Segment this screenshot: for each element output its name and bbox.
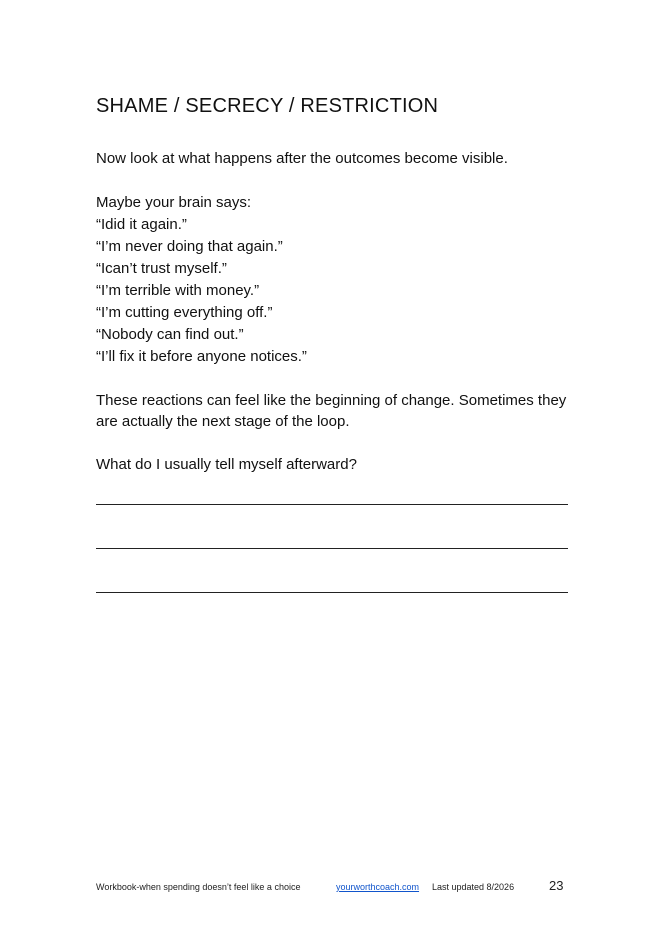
brain-says-lead: Maybe your brain says: [96,194,252,211]
answer-line[interactable] [96,548,568,549]
footer-website-link[interactable]: yourworthcoach.com [336,882,420,892]
quote-item: “I’ll fix it before anyone notices.” [96,348,307,365]
footer-workbook-title: Workbook-when spending doesn’t feel like a choice [96,882,301,892]
quote-item: “I’m never doing that again.” [96,238,283,255]
page-footer [96,878,570,894]
answer-lines [96,504,568,593]
quote-item: “Ican’t trust myself.” [96,260,227,277]
footer-last-updated: Last updated 8/2026 [432,882,515,892]
page-title: SHAME / SECRECY / RESTRICTION [96,95,439,117]
quote-item: “Idid it again.” [96,216,187,233]
intro-text: Now look at what happens after the outcomes become visible. [96,150,508,167]
reactions-paragraph: These reactions can feel like the beginning of change. Sometimes they are actually the next stage of the loop. [96,392,567,430]
quote-item: “I’m cutting everything off.” [96,304,273,321]
answer-line[interactable] [96,504,568,505]
quote-item: “I’m terrible with money.” [96,282,260,299]
reflection-question: What do I usually tell myself afterward? [96,456,357,473]
brain-says-block [96,192,568,368]
quote-item: “Nobody can find out.” [96,326,244,343]
page-number: 23 [549,878,564,893]
worksheet-page [96,92,568,636]
answer-line[interactable] [96,592,568,593]
quote-list [96,214,568,368]
